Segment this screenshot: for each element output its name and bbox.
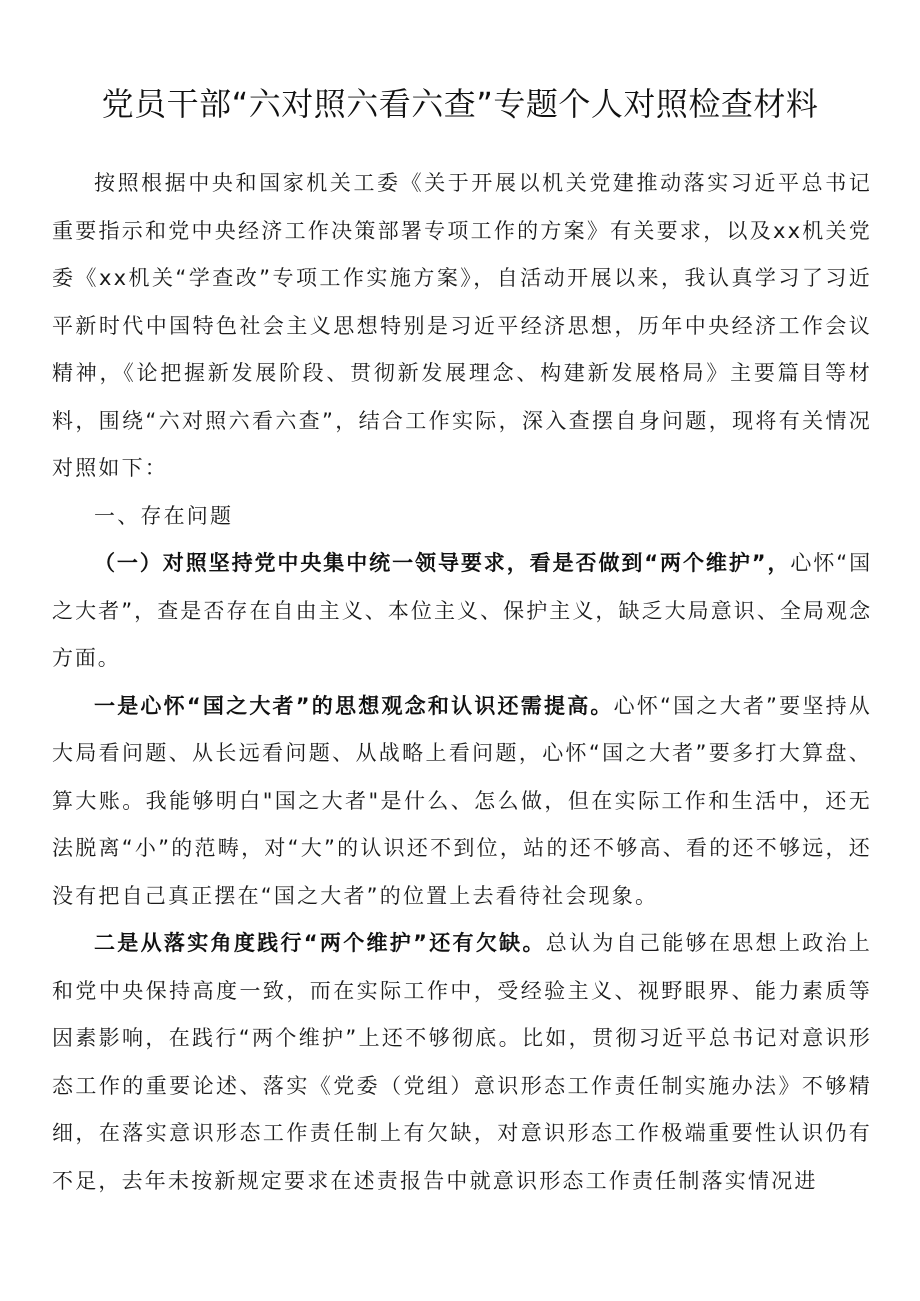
sub-section-heading: （一）对照坚持党中央集中统一领导要求，看是否做到“两个维护”， — [94, 551, 791, 575]
document-body — [52, 160, 872, 1205]
intro-paragraph: 按照根据中央和国家机关工委《关于开展以机关党建推动落实习近平总书记重要指示和党中央经济工作决策部署专项工作的方案》有关要求，以及xx机关党委《xx机关“学查改”专项工作实施方案》，自活动开展以来，我认真学习了习近平新时代中国特色社会主义思想特别是习近平经济思想，历年中央经济工作会议精神，《论把握新发展阶段、贯彻新发展理念、构建新发展格局》主要篇目等材料，围绕“六对照六看六查”，结合工作实际，深入查摆自身问题，现将有关情况对照如下： — [52, 171, 872, 480]
document-title: 党员干部“六对照六看六查”专题个人对照检查材料 — [101, 85, 819, 123]
point-two-heading: 二是从落实角度践行“两个维护”还有欠缺。 — [94, 931, 546, 955]
point-two-paragraph — [52, 920, 872, 1205]
section-heading-problems: 一、存在问题 — [94, 503, 234, 528]
point-one-paragraph — [52, 683, 872, 921]
sub-section-paragraph — [52, 540, 872, 683]
point-one-text: 心怀“国之大者”要坚持从大局看问题、从长远看问题、从战略上看问题，心怀“国之大者”要多打大算盘、算大账。我能够明白"国之大者"是什么、怎么做，但在实际工作和生活中，还无法脱离“小”的范畴，对“大”的认识还不到位，站的还不够高、看的还不够远，还没有把自己真正摆在“国之大者”的位置上去看待社会现象。 — [52, 693, 872, 908]
sub-section-text: 心怀“国之大者”，查是否存在自由主义、本位主义、保护主义，缺乏大局意识、全局观念方面。 — [52, 551, 872, 670]
point-two-text: 总认为自己能够在思想上政治上和党中央保持高度一致，而在实际工作中，受经验主义、视野眼界、能力素质等因素影响，在践行“两个维护”上还不够彻底。比如，贯彻习近平总书记对意识形态工作的重要论述、落实《党委（党组）意识形态工作责任制实施办法》不够精细，在落实意识形态工作责任制上有欠缺，对意识形态工作极端重要性认识仍有不足，去年未按新规定要求在述责报告中就意识形态工作责任制落实情况进 — [52, 931, 872, 1193]
point-one-heading: 一是心怀“国之大者”的思想观念和认识还需提高。 — [94, 693, 614, 718]
